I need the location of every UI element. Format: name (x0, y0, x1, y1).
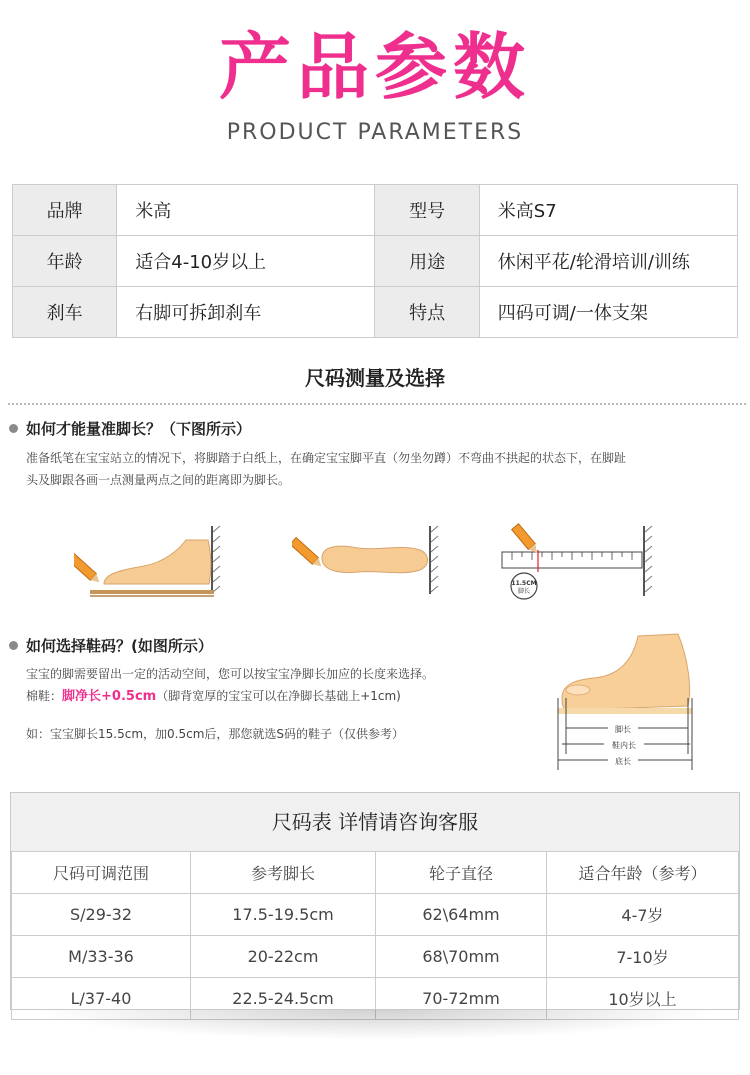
page-title: 产品参数 (218, 25, 531, 109)
table-cell: 20-22cm (191, 936, 376, 978)
q2-title: 如何选择鞋码？(如图所示） (26, 637, 213, 655)
diagram-label: 脚长 (615, 725, 631, 734)
q1-title: 如何才能量准脚长？（下图所示） (26, 420, 252, 438)
foot-size-diagram (548, 628, 708, 774)
param-value: 休闲平花/轮滑培训/训练 (479, 236, 737, 287)
param-value: 米高 (117, 185, 375, 236)
page-subtitle: PRODUCT PARAMETERS (226, 120, 524, 145)
table-header-row (12, 852, 739, 894)
q2-example: 如：宝宝脚长15.5cm，加0.5cm后，那您就选S码的鞋子（仅供参考） (26, 727, 404, 741)
param-value: 米高S7 (479, 185, 737, 236)
q2-line2-suffix: （脚背宽厚的宝宝可以在净脚长基础上+1cm) (156, 689, 401, 703)
table-row (12, 894, 739, 936)
dotted-divider (8, 403, 746, 405)
column-header: 尺码可调范围 (12, 852, 191, 894)
param-value: 适合4-10岁以上 (117, 236, 375, 287)
q2-line1: 宝宝的脚需要留出一定的活动空间，您可以按宝宝净脚长加应的长度来选择。 (26, 667, 435, 681)
table-cell: M/33-36 (12, 936, 191, 978)
param-key: 型号 (375, 185, 479, 236)
table-cell: L/37-40 (12, 978, 191, 1020)
table-cell: 17.5-19.5cm (191, 894, 376, 936)
ruler-badge-label: 脚长 (517, 588, 531, 595)
table-cell: 70-72mm (376, 978, 547, 1020)
table-cell: 10岁以上 (547, 978, 739, 1020)
column-header: 参考脚长 (191, 852, 376, 894)
param-key: 用途 (375, 236, 479, 287)
column-header: 适合年龄（参考） (547, 852, 739, 894)
size-table (11, 851, 739, 1020)
ruler-badge-value: 11.5CM (511, 580, 537, 587)
measure-heading: 尺码测量及选择 (305, 366, 445, 390)
ruler-illustration (498, 522, 658, 602)
foot-side-illustration (74, 522, 234, 600)
params-row (13, 287, 738, 338)
table-cell: 7-10岁 (547, 936, 739, 978)
q1-line1: 准备纸笔在宝宝站立的情况下，将脚踏于白纸上，在确定宝宝脚平直（勿坐勿蹲）不弯曲不拱起的状态下，在脚趾 (26, 451, 627, 465)
table-row (12, 936, 739, 978)
param-key: 年龄 (13, 236, 117, 287)
params-row (13, 185, 738, 236)
param-key: 品牌 (13, 185, 117, 236)
param-value: 右脚可拆卸刹车 (117, 287, 375, 338)
q1-line2: 头及脚跟各画一点测量两点之间的距离即为脚长。 (26, 473, 291, 487)
param-value: 四码可调/一体支架 (479, 287, 737, 338)
diagram-label: 底长 (615, 757, 631, 766)
diagram-label: 鞋内长 (612, 741, 636, 750)
table-cell: S/29-32 (12, 894, 191, 936)
table-cell: 22.5-24.5cm (191, 978, 376, 1020)
q2-line2 (26, 685, 401, 708)
param-key: 特点 (375, 287, 479, 338)
bullet-icon (9, 424, 18, 433)
params-table (12, 184, 738, 338)
q2-line2-prefix: 棉鞋： (26, 689, 63, 703)
table-cell: 4-7岁 (547, 894, 739, 936)
table-shadow (30, 1010, 720, 1040)
table-cell: 62\64mm (376, 894, 547, 936)
column-header: 轮子直径 (376, 852, 547, 894)
foot-top-illustration (292, 522, 442, 600)
size-table-header: 尺码表 详情请咨询客服 (11, 793, 739, 851)
table-cell: 68\70mm (376, 936, 547, 978)
size-table-box (10, 792, 740, 1010)
bullet-icon (9, 641, 18, 650)
q2-line2-highlight: 脚净长+0.5cm (62, 689, 157, 704)
param-key: 刹车 (13, 287, 117, 338)
params-row (13, 236, 738, 287)
